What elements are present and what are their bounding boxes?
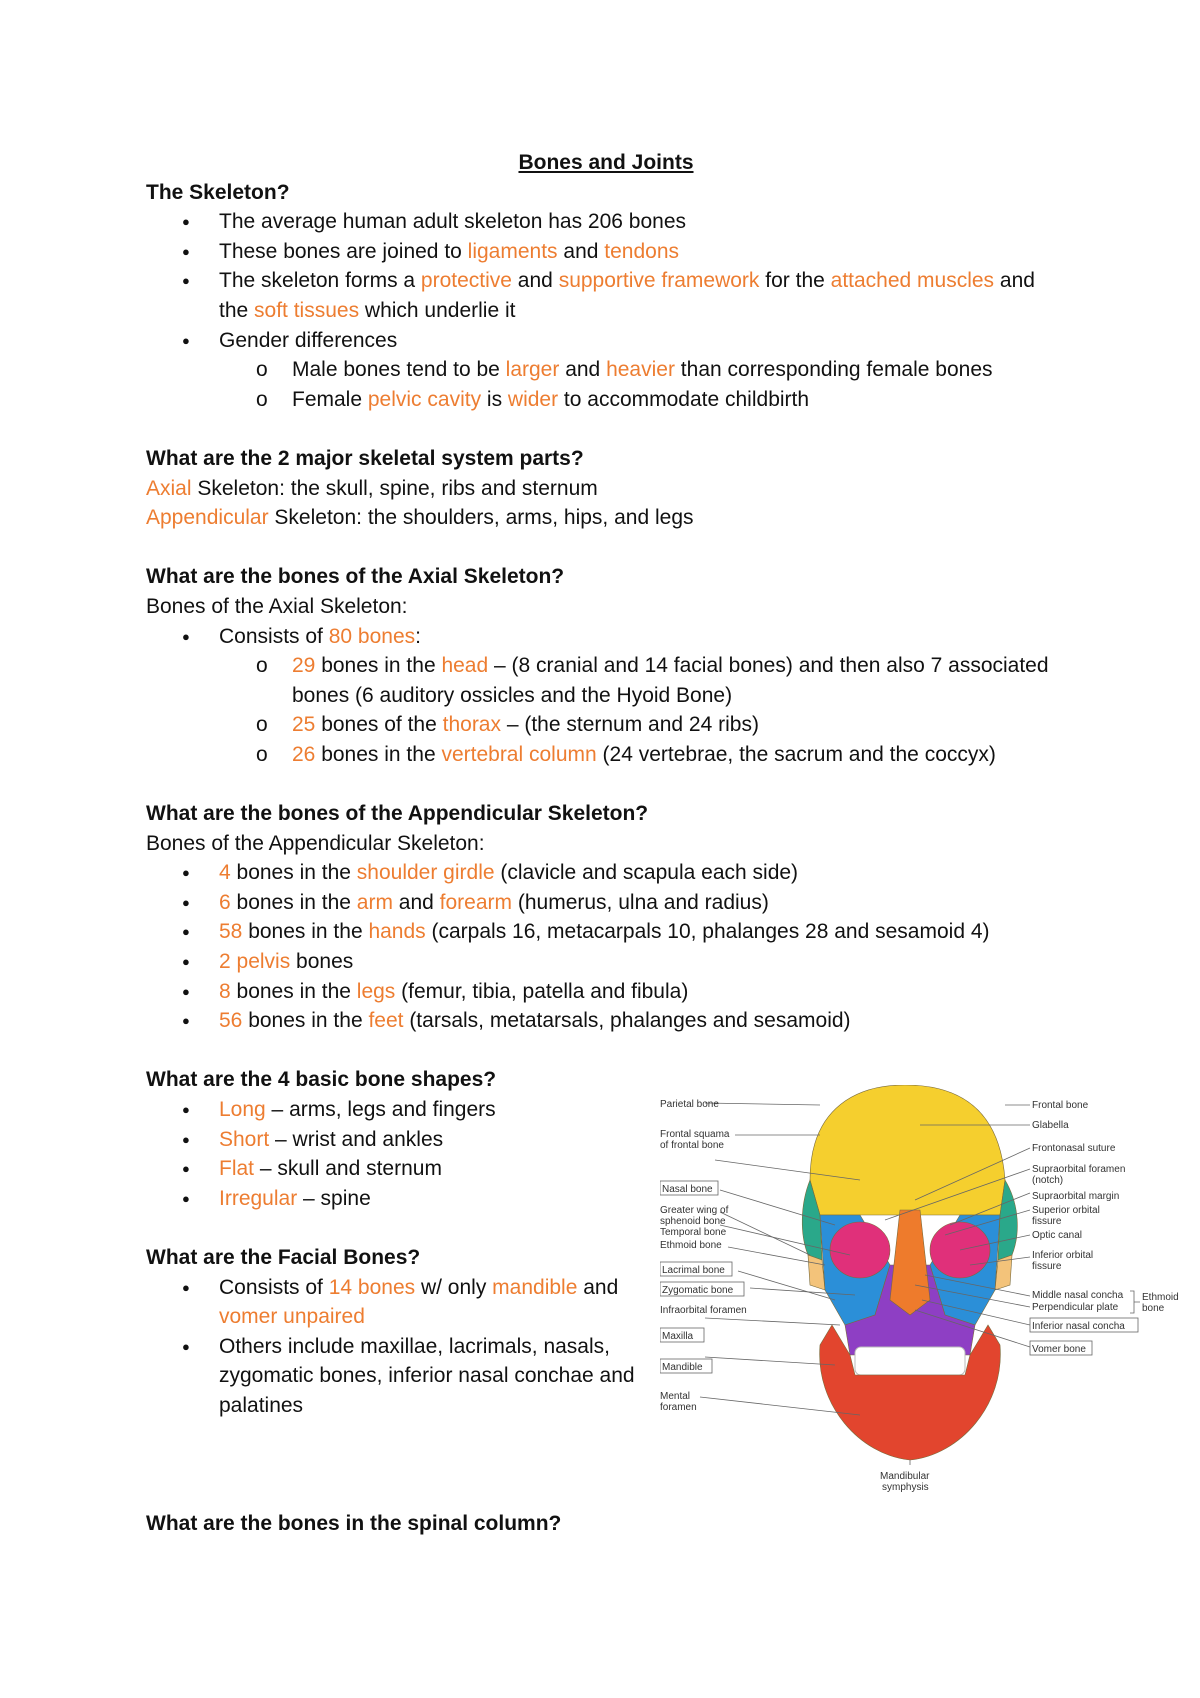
label-ethmoid-right-1: Ethmoid [1142, 1292, 1179, 1303]
skull-illustration [660, 1085, 1180, 1505]
list-item: ● 6 bones in the arm and forearm (humerus, ulna and radius) [146, 888, 1066, 918]
document-title: Bones and Joints [518, 151, 694, 174]
heading-skeleton: The Skeleton? [146, 180, 290, 204]
label-vomer: Vomer bone [1032, 1344, 1086, 1355]
heading-facial: What are the Facial Bones? [146, 1245, 421, 1269]
heading-parts: What are the 2 major skeletal system parts? [146, 446, 584, 470]
label-lacrimal: Lacrimal bone [662, 1265, 725, 1276]
label-supraorbital-margin: Supraorbital margin [1032, 1191, 1120, 1202]
list-item: ● Flat – skull and sternum [146, 1154, 1066, 1184]
label-superior-orbital-2: fissure [1032, 1216, 1062, 1227]
list-item: ● Consists of 14 bones w/ only mandible and vomer unpaired [146, 1273, 656, 1332]
label-temporal: Temporal bone [660, 1227, 727, 1238]
label-optic: Optic canal [1032, 1230, 1083, 1241]
label-middle-concha: Middle nasal concha [1032, 1290, 1124, 1301]
label-greater-wing-2: sphenoid bone [660, 1216, 726, 1227]
list-item: ● 4 bones in the shoulder girdle (clavicle and scapula each side) [146, 858, 1066, 888]
label-frontal: Frontal bone [1032, 1100, 1089, 1111]
label-mandible: Mandible [662, 1362, 703, 1373]
label-ethmoid-left: Ethmoid bone [660, 1240, 722, 1251]
heading-appendicular: What are the bones of the Appendicular Skeleton? [146, 802, 649, 826]
label-mandibular-symphysis-2: symphysis [882, 1482, 929, 1493]
sub-list-item: o Female pelvic cavity is wider to accommodate childbirth [146, 385, 1066, 415]
facial-list [146, 1273, 656, 1421]
label-superior-orbital-1: Superior orbital [1032, 1205, 1100, 1216]
label-mental-2: foramen [660, 1402, 697, 1413]
label-maxilla: Maxilla [662, 1331, 694, 1342]
label-zygomatic: Zygomatic bone [662, 1285, 734, 1296]
orbit-left-shape [830, 1222, 890, 1278]
list-item: ● 8 bones in the legs (femur, tibia, patella and fibula) [146, 977, 1066, 1007]
frontal-bone-shape [810, 1085, 1005, 1215]
skull-anatomy-figure [660, 1085, 1180, 1505]
list-item: ● These bones are joined to ligaments and tendons [146, 237, 1066, 267]
list-item: ● 58 bones in the hands (carpals 16, metacarpals 10, phalanges 28 and sesamoid 4) [146, 917, 1066, 947]
label-infraorbital: Infraorbital foramen [660, 1305, 747, 1316]
label-mandibular-symphysis-1: Mandibular [880, 1471, 930, 1482]
sub-list-item: o 26 bones in the vertebral column (24 vertebrae, the sacrum and the coccyx) [146, 740, 1066, 770]
label-frontonasal: Frontonasal suture [1032, 1143, 1116, 1154]
list-item: ● 56 bones in the feet (tarsals, metatarsals, phalanges and sesamoid) [146, 1006, 1066, 1036]
axial-list [146, 622, 1066, 770]
appendicular-intro: Bones of the Appendicular Skeleton: [146, 831, 485, 855]
axial-intro: Bones of the Axial Skeleton: [146, 594, 408, 618]
list-item: ● Gender differences [146, 326, 1066, 356]
label-mental-1: Mental [660, 1391, 691, 1402]
list-item: ● Consists of 80 bones: [146, 622, 1066, 652]
list-item: ● The average human adult skeleton has 206 bones [146, 207, 1066, 237]
list-item: ● 2 pelvis bones [146, 947, 1066, 977]
skeleton-list [146, 207, 1066, 414]
label-glabella: Glabella [1032, 1120, 1069, 1131]
label-parietal: Parietal bone [660, 1099, 719, 1110]
sub-list-item: o 29 bones in the head – (8 cranial and 14 facial bones) and then also 7 associated bones (6 auditory ossicles and the Hyoid Bone) [146, 651, 1066, 710]
appendicular-list [146, 858, 1066, 1036]
label-inferior-concha: Inferior nasal concha [1032, 1321, 1125, 1332]
label-greater-wing-1: Greater wing of [660, 1205, 729, 1216]
list-item: ● Others include maxillae, lacrimals, nasals, zygomatic bones, inferior nasal conchae and palatines [146, 1332, 656, 1421]
axial-definition: Axial Skeleton: the skull, spine, ribs and sternum [146, 476, 598, 500]
heading-shapes: What are the 4 basic bone shapes? [146, 1068, 497, 1092]
label-supraorbital-foramen-2: (notch) [1032, 1175, 1064, 1186]
label-frontal-squama-1: Frontal squama [660, 1129, 730, 1140]
label-frontal-squama-2: of frontal bone [660, 1140, 724, 1151]
list-item: ● Short – wrist and ankles [146, 1125, 1066, 1155]
temporal-bone-shape-left [808, 1255, 825, 1290]
label-inferior-orbital-1: Inferior orbital [1032, 1250, 1094, 1261]
sub-list-item: o Male bones tend to be larger and heavier than corresponding female bones [146, 355, 1066, 385]
list-item: ● Irregular – spine [146, 1184, 1066, 1214]
list-item: ● The skeleton forms a protective and supportive framework for the attached muscles and the soft tissues which underlie it [146, 266, 1066, 325]
nasal-bone-shape [890, 1210, 930, 1315]
heading-axial: What are the bones of the Axial Skeleton? [146, 565, 565, 589]
label-nasal: Nasal bone [662, 1184, 713, 1195]
sub-list-item: o 25 bones of the thorax – (the sternum and 24 ribs) [146, 710, 1066, 740]
appendicular-definition: Appendicular Skeleton: the shoulders, arms, hips, and legs [146, 506, 694, 530]
heading-spinal: What are the bones in the spinal column? [146, 1512, 562, 1536]
list-item: ● Long – arms, legs and fingers [146, 1095, 1066, 1125]
teeth-shape [855, 1347, 965, 1375]
label-ethmoid-right-2: bone [1142, 1303, 1165, 1314]
label-perpendicular: Perpendicular plate [1032, 1302, 1119, 1313]
label-inferior-orbital-2: fissure [1032, 1261, 1062, 1272]
label-supraorbital-foramen-1: Supraorbital foramen [1032, 1164, 1126, 1175]
